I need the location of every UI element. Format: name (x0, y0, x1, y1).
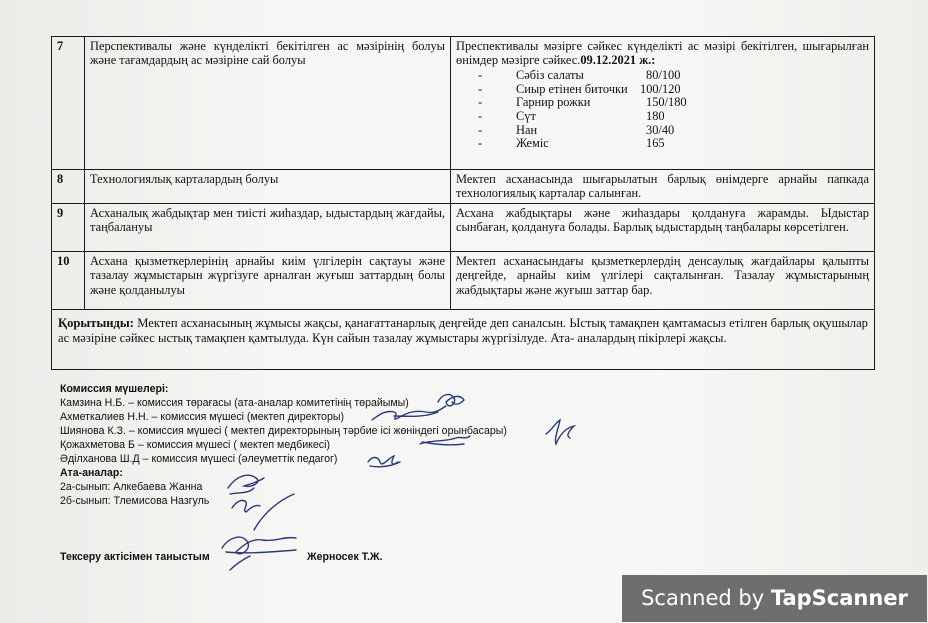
signature-alkebaeva (228, 475, 264, 494)
conclusion-row (52, 309, 875, 369)
menu-item: - Сиыр етінен биточки 100/120 (478, 81, 681, 96)
result-cell: Асхана жабдықтары және жиһаздары қолдануға жарамды. Ыдыстар сынбаған, қолдануға болады. Барлық ыдыстардың таңбалары көрсетілген. (451, 203, 875, 251)
acknowledgement-label: Тексеру актісімен таныстым (60, 551, 210, 563)
commission-heading: Комиссия мүшелері: (60, 383, 169, 395)
menu-list (456, 69, 869, 151)
menu-item: - Нан 30/40 (478, 122, 675, 137)
signature-zhernosek (222, 494, 296, 570)
row-number: 9 (52, 203, 85, 251)
criterion-cell: Асханалық жабдықтар мен тиісті жиһаздар, ыдыстардың жағдайы, таңбалануы (85, 203, 451, 251)
conclusion-text: Мектеп асханасының жұмысы жақсы, қанағаттанарлық деңгейде деп саналсын. Ыстық тамақпен қамтамасыз етілген барлық оқушылар ас мәзіріне сәйкес ыстық тамақпен қамтылуда. Күн сайын тазалау жұмыстары жүргізілуде. Ата- аналардың пікірлері жақсы. (58, 315, 868, 346)
result-cell: Мектеп асханасында шығарылатын барлық өнімдерге арнайы папкада технологиялық карталар салынған. (451, 170, 875, 204)
signature-adilkhanova (368, 456, 400, 467)
menu-item: - Сәбіз салаты 80/100 (478, 67, 681, 82)
commission-member: Камзина Н.Б. – комиссия төрағасы (ата-аналар комитетінің төрайымы) (60, 397, 409, 409)
table-row-8 (52, 170, 875, 204)
table-row-10 (52, 251, 875, 309)
watermark-brand: TapScanner (770, 586, 908, 610)
row-number: 7 (52, 37, 85, 170)
menu-date: 09.12.2021 ж.: (580, 53, 656, 68)
commission-member: Әділханова Ш.Д – комиссия мүшесі (әлеуметтік педагог) (60, 453, 338, 465)
commission-member: Қожахметова Б – комиссия мүшесі ( мектеп медбикесі) (60, 439, 330, 451)
signature-tlemisova (232, 500, 260, 512)
commission-member: Шиянова К.З. – комиссия мүшесі ( мектеп директорының тәрбие ісі жөніндегі орынбасары) (60, 425, 507, 437)
menu-item: - Гарнир рожки 150/180 (478, 95, 687, 110)
menu-item: - Сүт 180 (478, 108, 665, 123)
criterion-cell: Технологиялық карталардың болуы (85, 170, 451, 204)
criterion-cell: Перспективалы және күнделікті бекітілген ас мәзірінің болуы және тағамдардың ас мәзіріне сай болуы (85, 37, 451, 170)
signature-kamzina (438, 395, 464, 406)
conclusion-cell (52, 309, 875, 369)
row-number: 8 (52, 170, 85, 204)
menu-item: - Жеміс 165 (478, 136, 665, 151)
result-cell (451, 37, 875, 170)
parent-signer: 2а-сынып: Алкебаева Жанна (60, 481, 203, 493)
scanner-watermark (622, 575, 927, 622)
result-intro: Преспективалы мәзірге сәйкес күнделікті ас мәзірі бекітілген, шығарылған өнімдер мәзірге сәйкес. (456, 39, 869, 68)
conclusion-label: Қорытынды: (58, 315, 134, 330)
table-row-7 (52, 37, 875, 170)
commission-member: Ахметкалиев Н.Н. – комиссия мүшесі (мектеп директоры) (60, 411, 344, 423)
table-row-9 (52, 203, 875, 251)
criterion-cell: Асхана қызметкерлерінің арнайы киім үлгілерін сақтауы және тазалау жұмыстарын жүргізуге арналған жуғыш заттардың болы және қолданылуы (85, 251, 451, 309)
acknowledgement-name: Жерносек Т.Ж. (307, 551, 383, 563)
parents-heading: Ата-аналар: (60, 467, 123, 479)
row-number: 10 (52, 251, 85, 309)
signature-shiyanova (546, 420, 574, 444)
result-cell: Мектеп асханасындағы қызметкерлердің денсаулық жағдайлары қалыпты деңгейде, арнайы киім үлгілері сақталынған. Тазалау жұмыстарының жабдықтары және жуғыш заттар бар. (451, 251, 875, 309)
parent-signer: 2б-сынып: Тлемисова Назгуль (60, 495, 210, 507)
signature-kozhakhmetova (420, 436, 470, 445)
watermark-prefix: Scanned by (641, 586, 771, 610)
inspection-table (51, 36, 875, 370)
